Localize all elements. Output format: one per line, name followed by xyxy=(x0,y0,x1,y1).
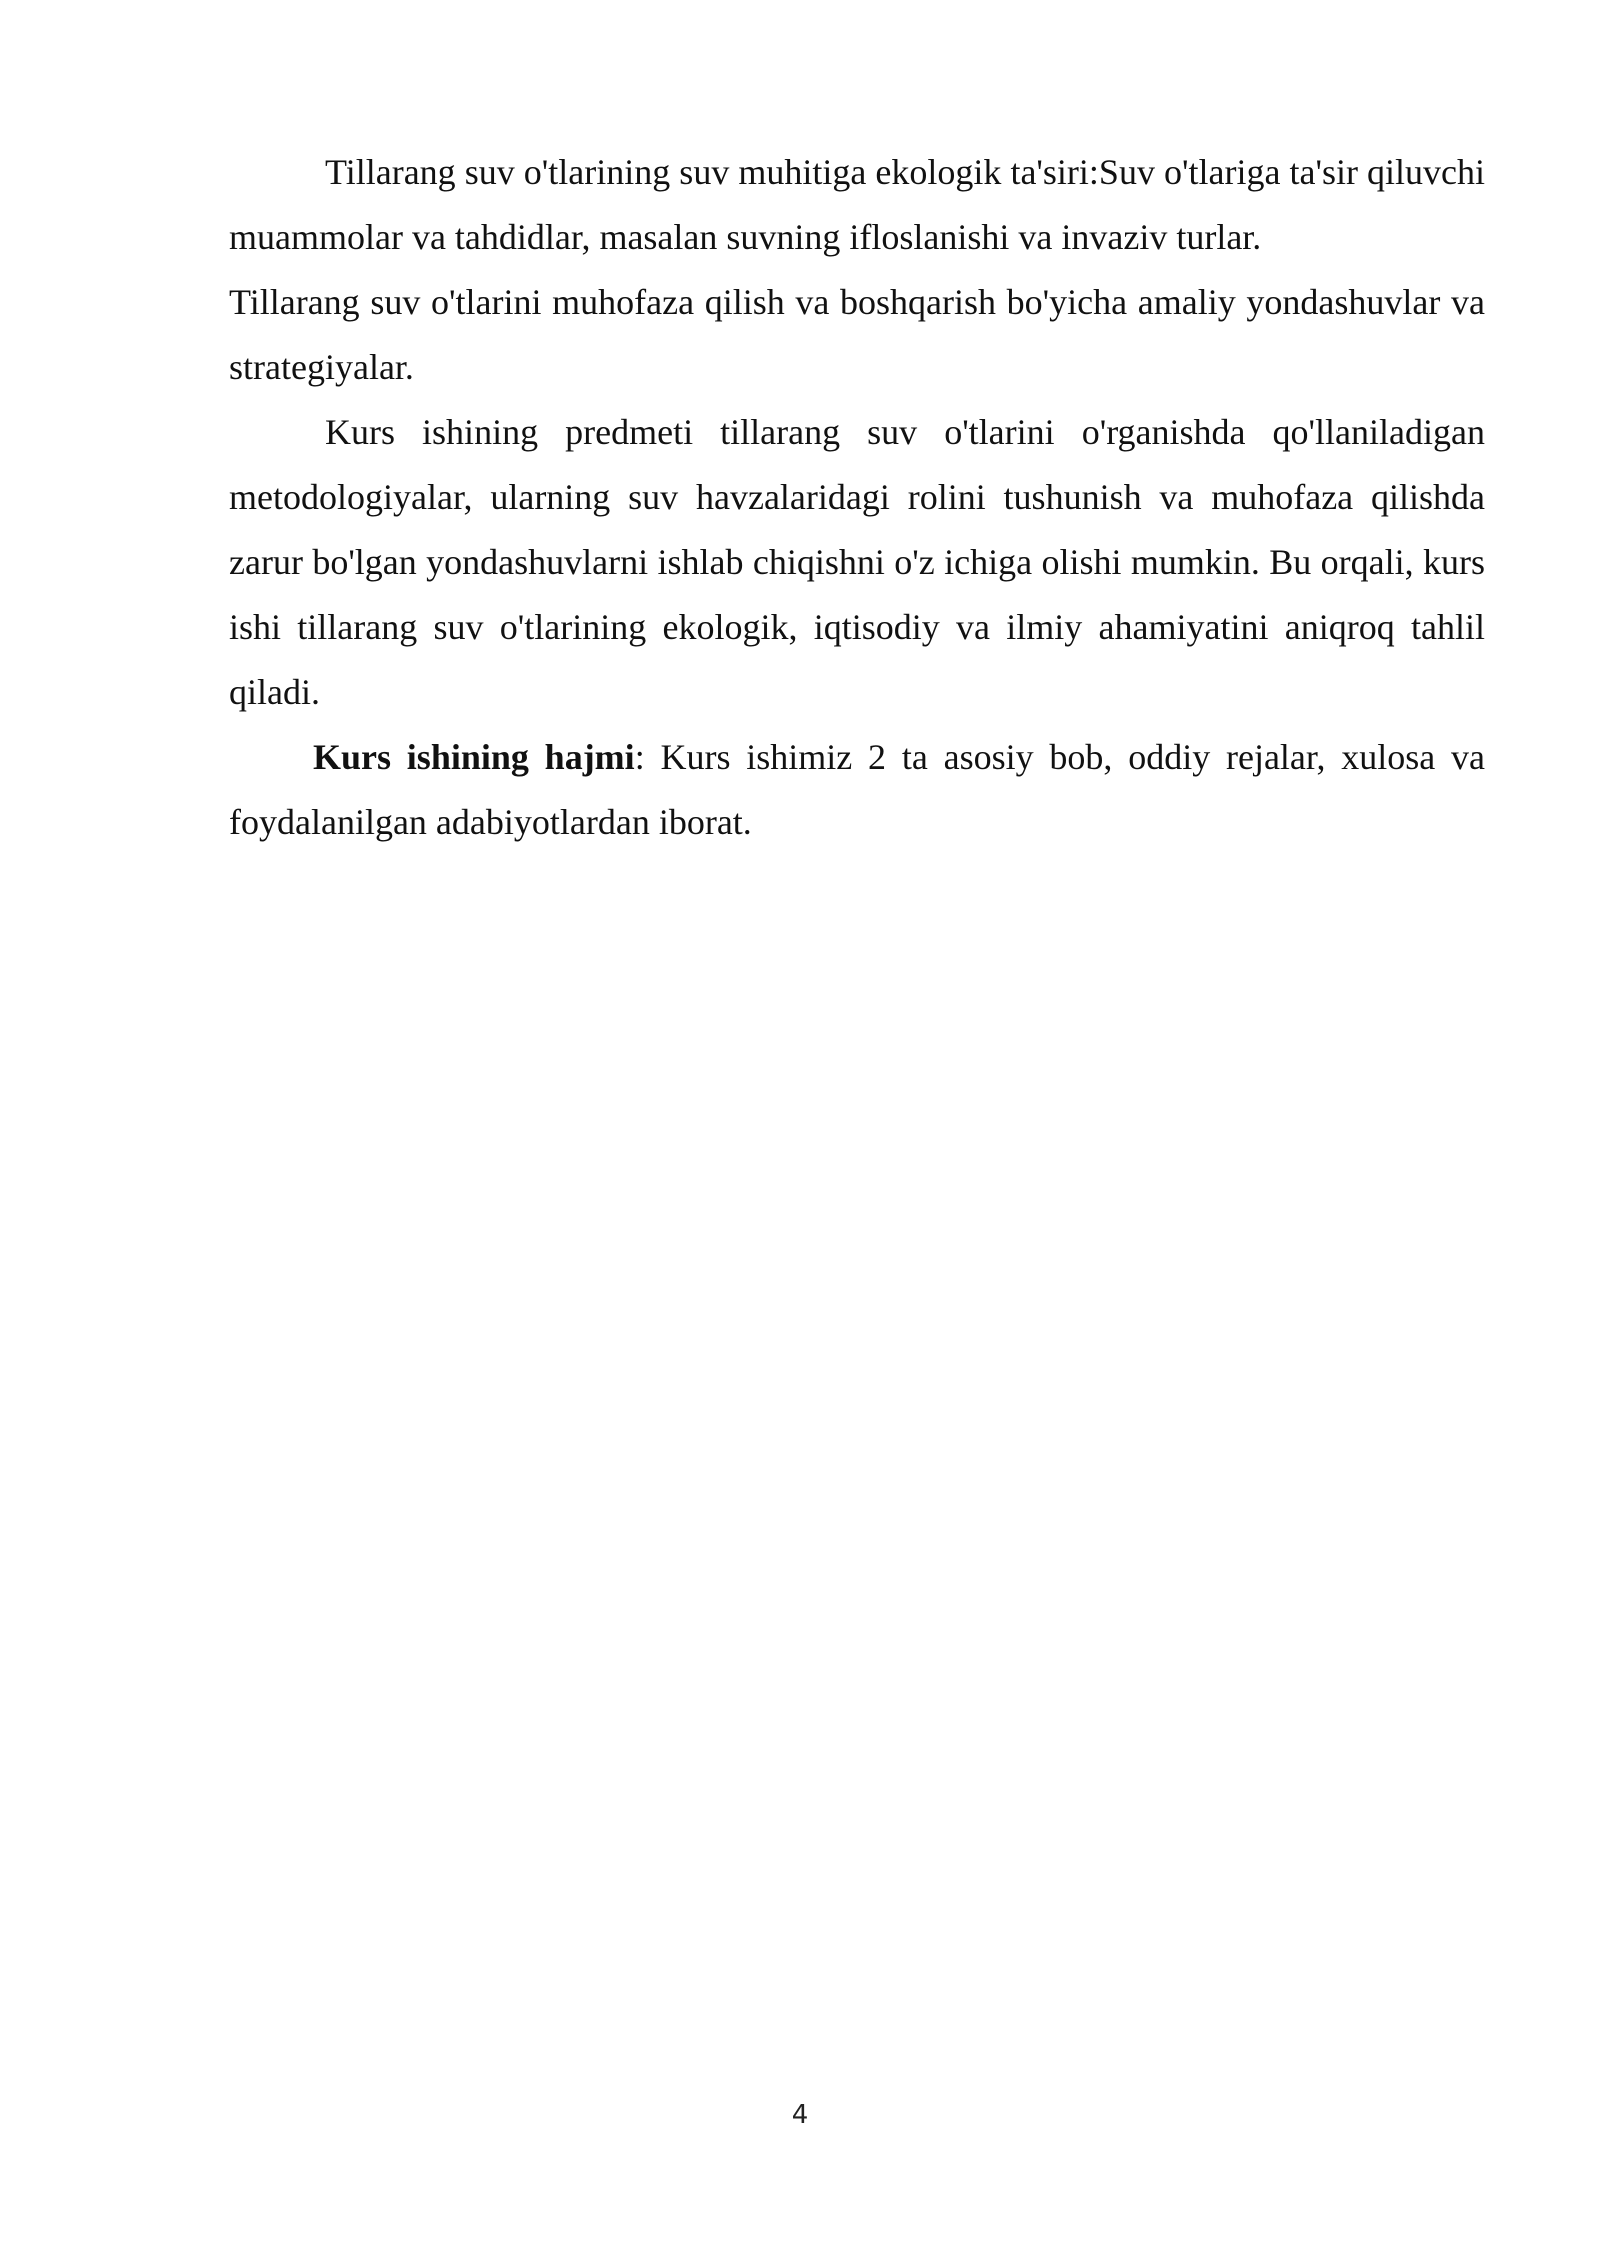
paragraph-course-volume xyxy=(229,725,1485,855)
page-number: 4 xyxy=(791,2100,809,2130)
course-volume-text: : Kurs ishimiz 2 ta asosiy bob, oddiy rejalar, xulosa va foydalanilgan adabiyotlardan iborat. xyxy=(229,737,1486,842)
paragraph-ecological-impact: Tillarang suv o'tlarining suv muhitiga ekologik ta'siri:Suv o'tlariga ta'sir qiluvchi muammolar va tahdidlar, masalan suvning ifloslanishi va invaziv turlar. xyxy=(229,152,1485,257)
course-volume-heading: Kurs ishining hajmi xyxy=(313,737,635,777)
page-body xyxy=(229,140,1485,855)
paragraph-course-subject: Kurs ishining predmeti tillarang suv o'tlarini o'rganishda qo'llaniladigan metodologiyalar, ularning suv havzalaridagi rolini tushunish va muhofaza qilishda zarur bo'lgan yondashuvlarni ishlab chiqishni o'z ichiga olishi mumkin. Bu orqali, kurs ishi tillarang suv o'tlarining ekologik, iqtisodiy va ilmiy ahamiyatini aniqroq tahlil qiladi. xyxy=(229,412,1485,712)
paragraph-protection-strategies: Tillarang suv o'tlarini muhofaza qilish va boshqarish bo'yicha amaliy yondashuvlar va strategiyalar. xyxy=(229,282,1485,387)
